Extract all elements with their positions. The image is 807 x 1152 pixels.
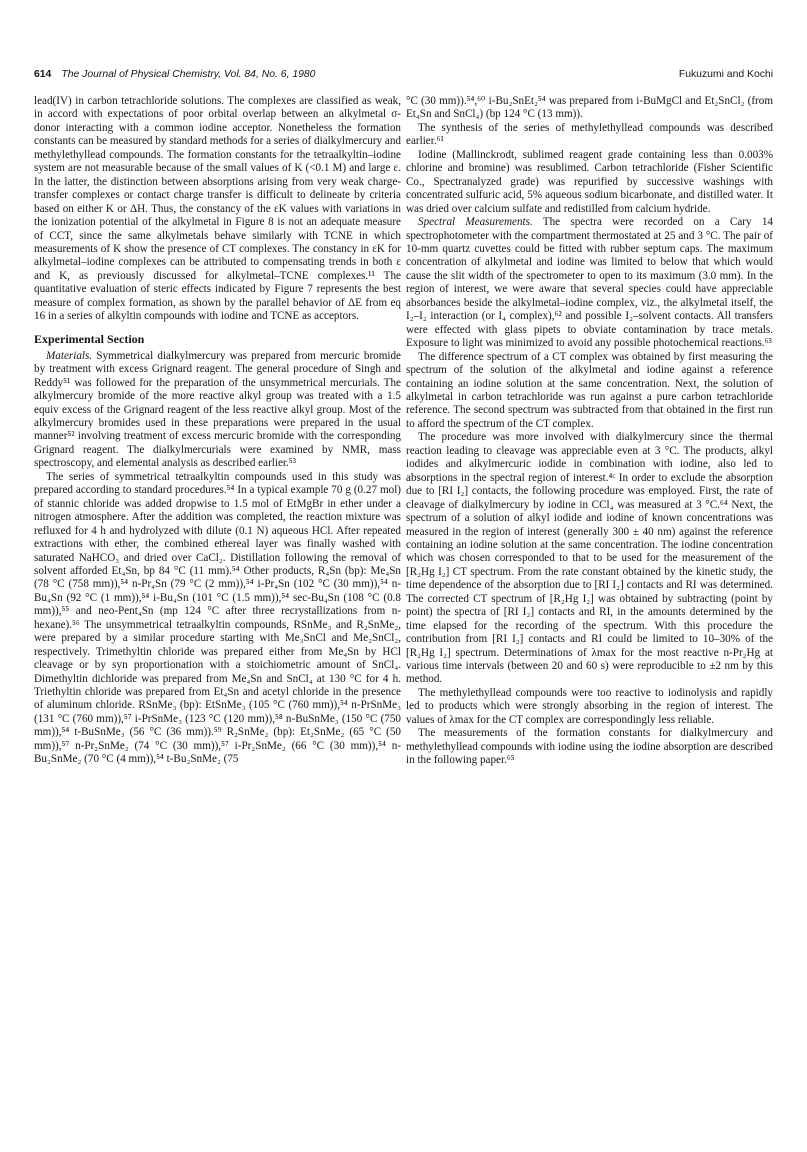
section-heading: Experimental Section [34, 331, 145, 346]
paragraph: The methylethyllead compounds were too reactive to iodinolysis and rapidly led to products which were strongly absorbing in the region of interest. The values of λmax for the CT complex are correspondingly less reliable. [406, 686, 773, 726]
paragraph: The procedure was more involved with dialkylmercury since the thermal reaction leading to cleavage was appreciable even at 3 °C. The products, alkyl iodides and alkylmercuric iodide in combination with iodine, also led to absorptions in the spectral region of interest.⁴ᶜ In order to exclude the absorption due to [RI I₂] contacts, the following procedure was employed. First, the rate of cleavage of dialkylmercury by iodine in CCl₄ was measured at 3 °C.⁶⁴ Next, the spectrum of a solution of alkyl iodide and iodine of known concentrations was measured in the region of interest (generally 300 ± 40 nm) against the reference containing an iodine solution at the same concentration. The iodine concentration which was chosen corresponded to that to be used for the measurement of the [R₂Hg I₂] CT spectrum. From the rate constant obtained by the kinetic study, the time dependence of the absorption due to [RI I₂] contacts and RI was determined. The corrected CT spectrum of [R₂Hg I₂] was obtained by subtracting (point by point) the spectra of [RI I₂] contacts and RI, in the amounts determined by the time elapsed for the recording of the spectrum. With this procedure the contribution from [RI I₂] contacts and RI could be limited to 10–30% of the [R₂Hg I₂] spectrum. Determinations of λmax for the most reactive n-Pr₂Hg at various time intervals (between 20 and 60 s) were reproducible to ±2 nm by this method. [406, 431, 773, 686]
paragraph: The series of symmetrical tetraalkyltin compounds used in this study was prepared according to standard procedures.⁵⁴ In a typical example 70 g (0.27 mol) of stannic chloride was added dropwise to 1.5 mol of EtMgBr in ether under a nitrogen atmosphere. After the addition was completed, the reaction mixture was refluxed for 4 h and hydrolyzed with dilute (0.1 N) aqueous HCl. After repeated extractions with ether, the combined ethereal layer was finally washed with saturated NaHCO₃ and dried over CaCl₂. Distillation following the removal of solvent afforded Et₄Sn, bp 84 °C (11 mm).⁵⁴ Other products, R₄Sn (bp): Me₄Sn (78 °C (758 mm)),⁵⁴ n-Pr₄Sn (79 °C (2 mm)),⁵⁴ i-Pr₄Sn (102 °C (30 mm)),⁵⁴ n-Bu₄Sn (92 °C (1 mm)),⁵⁴ i-Bu₄Sn (101 °C (1.5 mm)),⁵⁴ sec-Bu₄Sn (108 °C (0.8 mm)),⁵⁵ and neo-Pent₄Sn (mp 124 °C after three recrystallizations from n-hexane).⁵⁶ The unsymmetrical tetraalkyltin compounds, RSnMe₃ and R₂SnMe₂, were prepared by a similar procedure starting with Me₃SnCl and Me₂SnCl₂, respectively. Trimethyltin chloride was prepared either from Me₄Sn by HCl cleavage or by syn proportionation with a stoichiometric amount of SnCl₄. Dimethyltin dichloride was prepared from Me₄Sn and SnCl₄ at 130 °C for 4 h. Triethyltin chloride was prepared from Et₄Sn and acetyl chloride in the presence of aluminum chloride. RSnMe₃ (bp): EtSnMe₃ (105 °C (760 mm)),⁵⁴ n-PrSnMe₃ (131 °C (760 mm)),⁵⁷ i-PrSnMe₃ (123 °C (120 mm)),⁵⁸ n-BuSnMe₃ (150 °C (750 mm)),⁵⁴ t-BuSnMe₃ (56 °C (36 mm)).⁵⁹ R₂SnMe₂ (bp): Et₂SnMe₂ (65 °C (50 mm)),⁵⁷ n-Pr₂SnMe₂ (74 °C (30 mm)),⁵⁷ i-Pr₂SnMe₂ (66 °C (30 mm)),⁵⁴ n-Bu₂SnMe₂ (70 °C (4 mm)),⁵⁴ t-Bu₂SnMe₂ (75 [34, 470, 401, 766]
right-column [406, 95, 773, 768]
journal-citation: The Journal of Physical Chemistry, Vol. 84, No. 6, 1980 [61, 69, 316, 80]
run-in-heading: Materials. [46, 349, 93, 362]
paragraph [34, 350, 401, 471]
paragraph-text: Symmetrical dialkylmercury was prepared from mercuric bromide by treatment with excess Grignard reagent. The general procedure of Singh and Reddy⁵¹ was followed for the preparation of the unsymmetrical mercurials. The alkylmercury bromide of the more reactive alkyl group was treated with a 1.5 equiv excess of the Grignard reagent of the less reactive alkyl group. Most of the alkylmercury bromides used in these preparations were prepared in the usual manner⁵² involving treatment of excess mercuric bromide with the corresponding Grignard reagent. The dialkylmercurials were examined by NMR, mass spectroscopy, and elemental analysis as described earlier.⁵³ [34, 349, 401, 470]
run-in-heading: Spectral Measurements. [418, 216, 533, 229]
running-authors: Fukuzumi and Kochi [678, 69, 773, 80]
paragraph: lead(IV) in carbon tetrachloride solutions. The complexes are classified as weak, in accord with expectations of poor orbital overlap between an alkylmetal σ-donor interacting with a common iodine acceptor. Nonetheless the formation constants can be measured by standard methods for a series of dialkylmercury and methylethyllead compounds. The formation constants for the tetraalkyltin–iodine system are not measurable because of the small values of K (<0.1 M) and large ε. In the latter, the distinction between absorptions arising from very weak charge-transfer complexes or contact charge transfer is difficult to delineate by criteria based on either K or ΔH. Thus, the constancy of the εK values with variations in the ionization potential of the alkylmetal in Figure 8 is not an adequate measure of CCT, since the same alkylmetals behave similarly with TCNE in which measurements of K show the presence of CT complexes. The constancy in εK for alkylmetal–iodine complexes can be attributed to compensating trends in both ε and K, as previously discussed for alkylmetal–TCNE complexes.¹¹ The quantitative evaluation of steric effects indicated by Figure 7 represents the best measure of complex formation, as shown by the parallel behavior of ΔE from eq 16 in a series of alkyltin compounds with iodine and TCNE as acceptors. [34, 95, 401, 323]
paragraph [406, 216, 773, 351]
left-column [34, 95, 401, 767]
paragraph: Iodine (Mallinckrodt, sublimed reagent grade containing less than 0.003% chlorine and bromine) was resublimed. Carbon tetrachloride (Fisher Scientific Co., Spectranalyzed grade) was repurified by successive washings with concentrated sulfuric acid, 5% aqueous sodium bicarbonate, and distilled water. It was dried over calcium sulfate and redistilled from calcium hydride. [406, 148, 773, 215]
paragraph: The measurements of the formation constants for dialkylmercury and methylethyllead compounds with iodine using the iodine absorption are described in the following paper.⁶⁵ [406, 727, 773, 767]
paragraph-text: The spectra were recorded on a Cary 14 spectrophotometer with the compartment thermostated at 25 and 3 °C. The pair of 10-mm quartz cuvettes could be fitted with rubber septum caps. The maximum concentration of alkylmetal and iodine was limited to below that which would cause the slit width of the spectrometer to open to its maximum (3.0 mm). In the region of interest, we were aware that several species could have appreciable absorbances beside the alkylmetal–iodine complex, viz., the alkylmetal itself, the I₂–I₂ interaction (or I₄ complex),⁶² and possible I₂–solvent contacts. All transfers were effected with glass pipets to obviate contamination by trace metals. Exposure to light was minimized to avoid any possible photochemical reactions.⁶³ [406, 216, 773, 350]
paragraph: The difference spectrum of a CT complex was obtained by first measuring the spectrum of the solution of the alkylmetal and iodine against a reference containing an iodine solution at the same concentration. Next, the solution of alkylmetal in carbon tetrachloride was run against a pure carbon tetrachloride reference. The second spectrum was subtracted from that obtained in the first run to afford the spectrum of the CT complex. [406, 350, 773, 430]
paragraph: °C (30 mm)).⁵⁴,⁶⁰ i-Bu₂SnEt₂⁵⁴ was prepared from i-BuMgCl and Et₂SnCl₂ (from Et₄Sn and SnCl₄) (bp 124 °C (13 mm)). [406, 95, 773, 121]
running-header [34, 69, 773, 85]
page-number: 614 [34, 69, 52, 80]
paragraph: The synthesis of the series of methylethyllead compounds was described earlier.⁶¹ [406, 121, 773, 148]
